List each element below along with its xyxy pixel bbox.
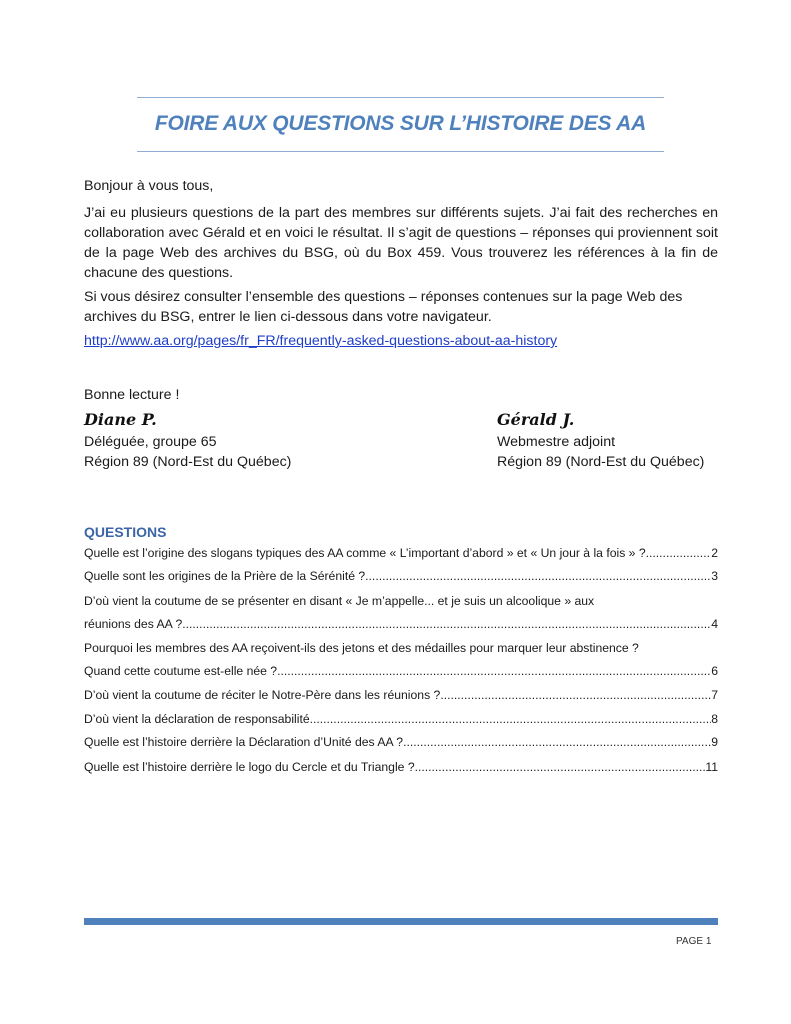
toc-item-page: 4 [711, 617, 718, 631]
toc-item-page: 2 [711, 546, 718, 560]
region-gerald: Région 89 (Nord-Est du Québec) [497, 454, 705, 470]
toc-item[interactable] [84, 545, 718, 561]
toc-item-text: Quelle est l’origine des slogans typiques des AA comme « L’important d’abord » et « Un jour à la fois » ? [84, 546, 646, 560]
toc-item[interactable] [84, 593, 718, 609]
toc-item[interactable] [84, 568, 718, 584]
toc-item[interactable] [84, 663, 718, 679]
toc-item-text: D’où vient la coutume de se présenter en disant « Je m’appelle... et je suis un alcoolique » aux [84, 594, 595, 608]
toc-leader [310, 711, 712, 727]
questions-heading: QUESTIONS [84, 524, 167, 540]
footer-bar [84, 918, 718, 925]
toc-item-text: D’où vient la déclaration de responsabilité [84, 712, 310, 726]
toc-item-text: réunions des AA ? [84, 617, 183, 631]
page-number: PAGE 1 [676, 936, 712, 947]
toc-item-page: 7 [711, 688, 718, 702]
toc-item[interactable] [84, 711, 718, 727]
toc-leader [646, 545, 712, 561]
toc-item-text: Quelle est l’histoire derrière la Déclaration d’Unité des AA ? [84, 735, 404, 749]
toc-item-page: 11 [705, 760, 718, 774]
toc-item-text: Pourquoi les membres des AA reçoivent-ils des jetons et des médailles pour marquer leur abstinence ? [84, 641, 639, 655]
toc-item-page: 8 [711, 712, 718, 726]
page-title: FOIRE AUX QUESTIONS SUR L’HISTOIRE DES AA [154, 112, 647, 135]
toc-item[interactable] [84, 640, 718, 656]
title-top-rule [137, 97, 664, 98]
toc-item-page: 6 [711, 664, 718, 678]
greeting: Bonjour à vous tous, [84, 178, 214, 194]
toc-item[interactable] [84, 687, 718, 703]
toc-item-page: 9 [711, 735, 718, 749]
signature-gerald: Gérald J. [497, 410, 575, 429]
region-diane: Région 89 (Nord-Est du Québec) [84, 454, 292, 470]
toc-leader [440, 687, 711, 703]
toc-item-text: Quelle sont les origines de la Prière de la Sérénité ? [84, 569, 366, 583]
link-paragraph: Si vous désirez consulter l’ensemble des questions – réponses contenues sur la page Web des archives du BSG, entrer le lien ci-dessous dans votre navigateur. [84, 289, 683, 325]
toc-item-page: 3 [711, 569, 718, 583]
toc-leader [365, 568, 711, 584]
toc-leader [182, 616, 711, 632]
toc-leader [415, 759, 706, 775]
title-bottom-rule [137, 151, 664, 152]
intro-paragraph: J’ai eu plusieurs questions de la part des membres sur différents sujets. J’ai fait des recherches en collaboration avec Gérald et en voici le résultat. Il s’agit de questions – réponses qui proviennent soit de la page Web des archives du BSG, où du Box 459. Vous trouverez les références à la fin de chacune des questions. [84, 205, 718, 281]
toc-item-text: D’où vient la coutume de réciter le Notre-Père dans les réunions ? [84, 688, 441, 702]
toc-item[interactable] [84, 616, 718, 632]
toc-item[interactable] [84, 734, 718, 750]
role-diane: Déléguée, groupe 65 [84, 434, 217, 450]
toc-item-text: Quand cette coutume est-elle née ? [84, 664, 278, 678]
closing: Bonne lecture ! [84, 387, 180, 403]
toc-leader [277, 663, 711, 679]
toc-leader [403, 734, 711, 750]
signature-diane: Diane P. [84, 410, 157, 429]
faq-link[interactable]: http://www.aa.org/pages/fr_FR/frequently-asked-questions-about-aa-history [84, 333, 558, 349]
toc-item-text: Quelle est l’histoire derrière le logo du Cercle et du Triangle ? [84, 760, 415, 774]
toc-item[interactable] [84, 759, 718, 775]
link-line [84, 331, 718, 351]
role-gerald: Webmestre adjoint [497, 434, 616, 450]
